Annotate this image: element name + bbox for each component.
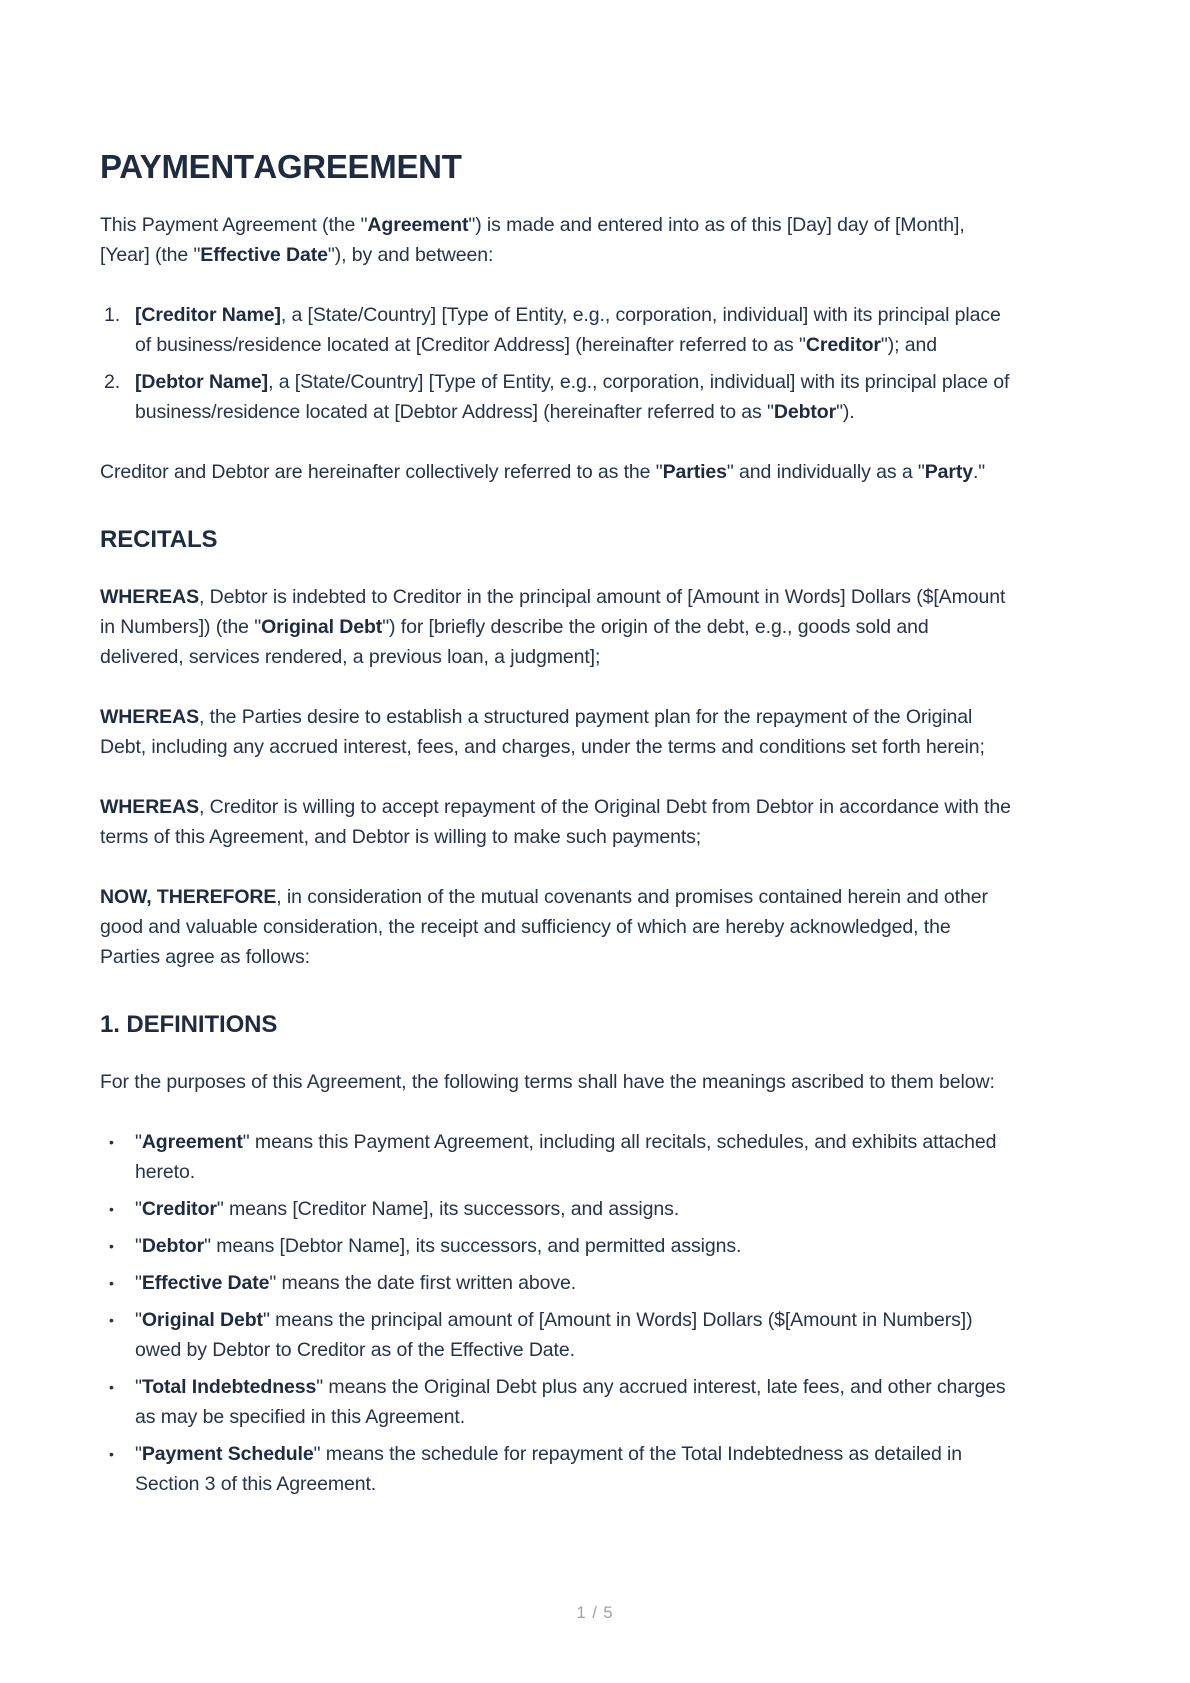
parties-list — [100, 300, 1015, 427]
recital-paragraph-1: WHEREAS, Debtor is indebted to Creditor in the principal amount of [Amount in Words] Dollars ($[Amount in Numbers]) (the "Original Debt") for [briefly describe the origin of the debt, e.g., goods sold and delivered, services rendered, a previous loan, a judgment]; — [100, 586, 1006, 668]
definitions-heading: 1. DEFINITIONS — [100, 1011, 278, 1038]
definition-item-creditor — [100, 1194, 1015, 1224]
parties-note-paragraph: Creditor and Debtor are hereinafter collectively referred to as the "Parties" and individually as a "Party." — [100, 461, 986, 483]
definition-item-agreement — [100, 1127, 1015, 1187]
recital-paragraph-3: WHEREAS, Creditor is willing to accept repayment of the Original Debt from Debtor in accordance with the terms of this Agreement, and Debtor is willing to make such payments; — [100, 796, 1011, 848]
definition-text: "Payment Schedule" means the schedule for repayment of the Total Indebtedness as detailed in Section 3 of this Agreement. — [135, 1443, 963, 1495]
definition-item-total-indebtedness — [100, 1372, 1015, 1432]
recital-paragraph-2: WHEREAS, the Parties desire to establish a structured payment plan for the repayment of the Original Debt, including any accrued interest, fees, and charges, under the terms and conditions set forth herein; — [100, 706, 985, 758]
list-number-marker: 1. — [104, 304, 121, 326]
definition-item-effective-date — [100, 1268, 1015, 1298]
definition-text: "Effective Date" means the date first written above. — [135, 1272, 577, 1294]
bullet-marker: • — [109, 1134, 114, 1150]
party-creditor-text: [Creditor Name], a [State/Country] [Type of Entity, e.g., corporation, individual] with its principal place of business/residence located at [Creditor Address] (hereinafter referred to as "Creditor"); and — [135, 304, 1001, 356]
party-item-creditor — [100, 300, 1015, 360]
definition-text: "Agreement" means this Payment Agreement, including all recitals, schedules, and exhibits attached hereto. — [135, 1131, 997, 1183]
definition-item-payment-schedule — [100, 1439, 1015, 1499]
definition-text: "Total Indebtedness" means the Original Debt plus any accrued interest, late fees, and other charges as may be specified in this Agreement. — [135, 1376, 1006, 1428]
definition-item-debtor — [100, 1231, 1015, 1261]
definition-text: "Creditor" means [Creditor Name], its successors, and assigns. — [135, 1198, 680, 1220]
recitals-heading: RECITALS — [100, 526, 218, 553]
definitions-intro-paragraph: For the purposes of this Agreement, the following terms shall have the meanings ascribed to them below: — [100, 1071, 995, 1093]
page-number: 1 / 5 — [576, 1604, 614, 1622]
recital-paragraph-4: NOW, THEREFORE, in consideration of the mutual covenants and promises contained herein and other good and valuable consideration, the receipt and sufficiency of which are hereby acknowledged, the Parties agree as follows: — [100, 886, 988, 968]
bullet-marker: • — [109, 1275, 114, 1291]
definition-item-original-debt — [100, 1305, 1015, 1365]
list-number-marker: 2. — [104, 371, 121, 393]
bullet-marker: • — [109, 1238, 114, 1254]
party-debtor-text: [Debtor Name], a [State/Country] [Type of Entity, e.g., corporation, individual] with its principal place of business/residence located at [Debtor Address] (hereinafter referred to as "Debtor"). — [135, 371, 1010, 423]
intro-paragraph: This Payment Agreement (the "Agreement") is made and entered into as of this [Day] day of [Month], [Year] (the "Effective Date"), by and between: — [100, 214, 965, 266]
party-item-debtor — [100, 367, 1015, 427]
bullet-marker: • — [109, 1446, 114, 1462]
bullet-marker: • — [109, 1201, 114, 1217]
definitions-list — [100, 1127, 1015, 1499]
document-title: PAYMENT AGREEMENT — [100, 148, 462, 185]
definition-text: "Original Debt" means the principal amount of [Amount in Words] Dollars ($[Amount in Numbers]) owed by Debtor to Creditor as of the Effective Date. — [135, 1309, 973, 1361]
bullet-marker: • — [109, 1379, 114, 1395]
definition-text: "Debtor" means [Debtor Name], its successors, and permitted assigns. — [135, 1235, 742, 1257]
bullet-marker: • — [109, 1312, 114, 1328]
